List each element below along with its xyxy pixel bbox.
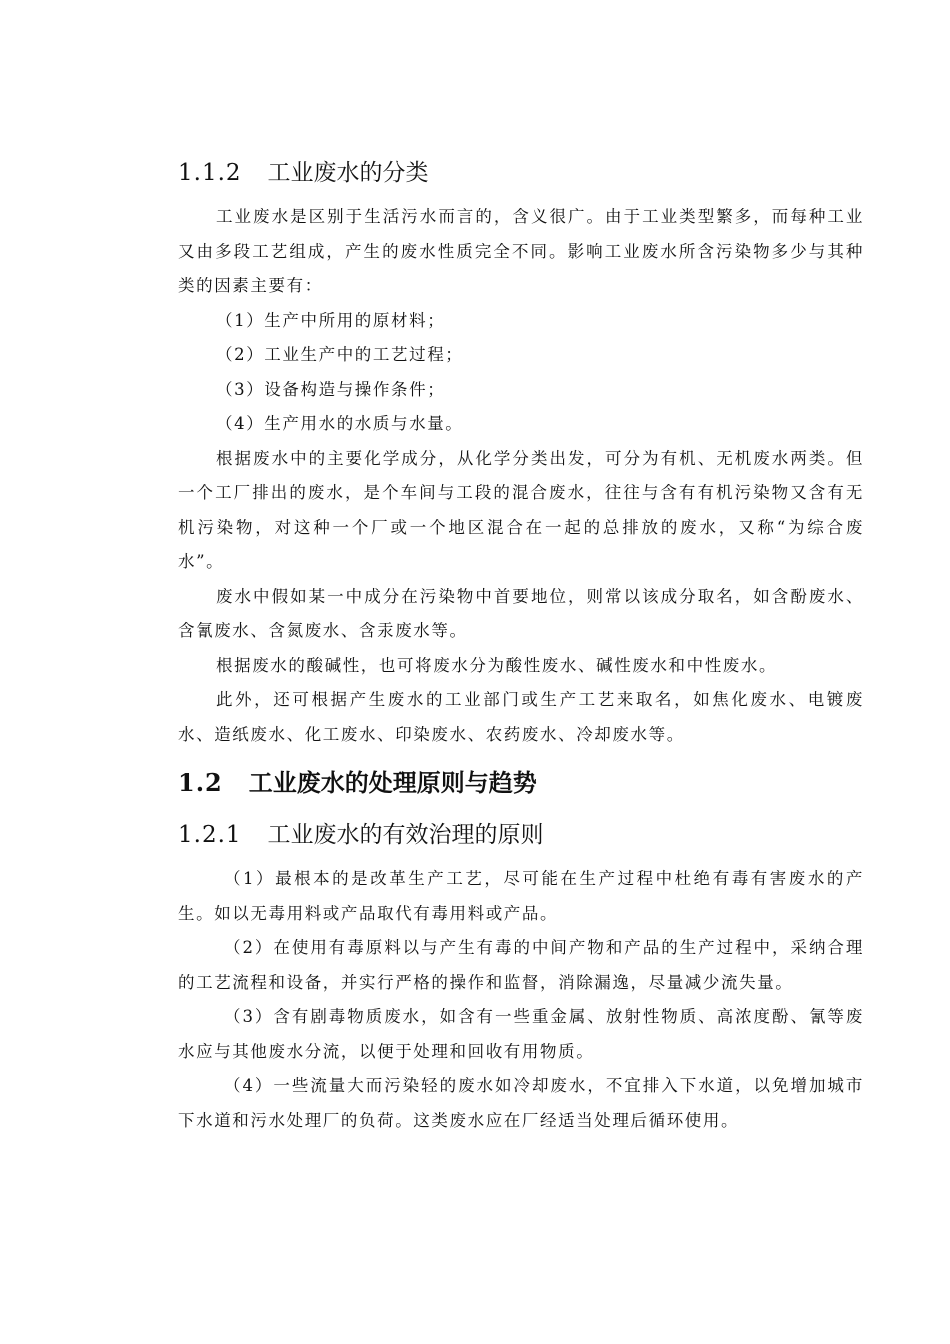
section-heading-1-2-1 [178,812,864,858]
list-item: （3）设备构造与操作条件； [216,379,446,399]
paragraph: 工业废水是区别于生活污水而言的，含义很广。由于工业类型繁多，而每种工业又由多段工艺组成，产生的废水性质完全不同。影响工业废水所含污染物多少与其种类的因素主要有： [178,207,864,295]
paragraph: 废水中假如某一中成分在污染物中首要地位，则常以该成分取名，如含酚废水、含氰废水、含氮废水、含汞废水等。 [178,586,864,640]
section-number: 1.2.1 [178,822,242,848]
page-content [178,150,864,1138]
paragraph: 此外，还可根据产生废水的工业部门或生产工艺来取名，如焦化废水、电镀废水、造纸废水、化工废水、印染废水、农药废水、冷却废水等。 [178,690,864,744]
section-heading-1-2 [178,760,864,806]
section-title: 工业废水的处理原则与趋势 [248,768,537,797]
paragraph: 根据废水中的主要化学成分，从化学分类出发，可分为有机、无机废水两类。但一个工厂排出的废水，是个车间与工段的混合废水，往往与含有有机污染物又含有无机污染物，对这种一个厂或一个地区混合在一起的总排放的废水，又称“为综合废水”。 [178,448,864,571]
section-title: 工业废水的分类 [267,160,429,186]
section-title: 工业废水的有效治理的原则 [267,822,544,848]
section-heading-1-1-2 [178,150,864,196]
list-item: （3）含有剧毒物质废水，如含有一些重金属、放射性物质、高浓度酚、氰等废水应与其他废水分流，以便于处理和回收有用物质。 [178,1007,864,1061]
list-item: （1）生产中所用的原材料； [216,310,446,330]
paragraph: 根据废水的酸碱性，也可将废水分为酸性废水、碱性废水和中性废水。 [216,655,778,675]
list-item: （4）一些流量大而污染轻的废水如冷却废水，不宜排入下水道，以免增加城市下水道和污水处理厂的负荷。这类废水应在厂经适当处理后循环使用。 [178,1076,864,1130]
section-number: 1.1.2 [178,160,242,186]
list-item: （4）生产用水的水质与水量。 [216,414,464,433]
list-item: （1）最根本的是改革生产工艺，尽可能在生产过程中杜绝有毒有害废水的产生。如以无毒用料或产品取代有毒用料或产品。 [178,869,864,923]
section-number: 1.2 [178,768,223,797]
list-item: （2）工业生产中的工艺过程； [216,345,464,364]
list-item: （2）在使用有毒原料以与产生有毒的中间产物和产品的生产过程中，采纳合理的工艺流程和设备，并实行严格的操作和监督，消除漏逸，尽量减少流失量。 [178,938,864,992]
